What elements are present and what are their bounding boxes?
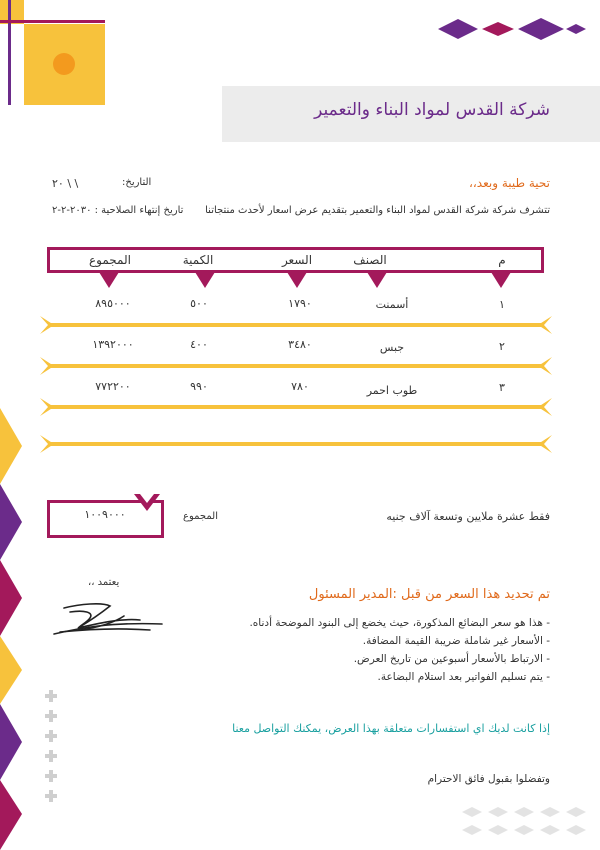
approved-label: يعتمد ،،: [88, 577, 120, 588]
company-name: شركة القدس لمواد البناء والتعمير: [314, 100, 550, 120]
table-cell-price: ١٧٩٠: [288, 297, 312, 310]
list-item: - هذا هو سعر البضائع المذكورة، حيث يخضع إلى البنود الموضحة أدناه.: [249, 617, 550, 629]
table-cell-item: طوب احمر: [366, 384, 418, 397]
contact-note: إذا كانت لديك اي استفسارات متعلقة بهذا العرض، يمكنك التواصل معنا: [232, 722, 550, 735]
total-value: ١٠٠٩٠٠٠: [84, 508, 126, 521]
column-header-price: السعر: [281, 253, 313, 267]
plus-icon: [42, 688, 60, 808]
table-cell-price: ٧٨٠: [291, 380, 309, 393]
total-label: المجموع: [183, 511, 218, 522]
table-cell-qty: ٤٠٠: [190, 338, 208, 351]
column-header-total: المجموع: [89, 253, 131, 267]
table-cell-total: ١٣٩٢٠٠٠: [92, 338, 134, 351]
column-header-index: م: [498, 253, 506, 267]
expiry-date: تاريخ إنتهاء الصلاحية : ٢٠٣٠-٢-٢: [52, 205, 184, 216]
list-item: - الارتباط بالأسعار أسبوعين من تاريخ العرض.: [353, 653, 550, 665]
date-label: التاريخ:: [122, 177, 152, 188]
table-cell-item: أسمنت: [375, 298, 409, 311]
list-item: - يتم تسليم الفواتير بعد استلام البضاعة.: [377, 671, 550, 683]
total-in-words: فقط عشرة ملايين وتسعة آلاف جنيه: [386, 510, 550, 523]
closing-line: وتفضلوا بقبول فائق الاحترام: [427, 773, 550, 785]
diamond-icon: [438, 15, 588, 43]
table-cell-qty: ٥٠٠: [190, 297, 208, 310]
greeting: تحية طيبة وبعد،،: [469, 176, 550, 190]
table-cell-qty: ٩٩٠: [190, 380, 208, 393]
column-header-qty: الكمية: [182, 253, 214, 267]
table-cell-total: ٧٧٢٢٠٠: [95, 380, 131, 393]
corner-decoration: [0, 0, 110, 110]
arrow-divider-icon: [40, 314, 552, 454]
table-cell-item: جبس: [379, 341, 405, 354]
terms-list: [210, 614, 550, 686]
list-item: - الأسعار غير شاملة ضريبة القيمة المضافة.: [362, 635, 550, 647]
signature: [50, 598, 165, 640]
table-cell-total: ٨٩٥٠٠٠: [95, 297, 131, 310]
triangle-marker-icon: [47, 272, 547, 292]
table-cell-index: ٢: [499, 340, 505, 353]
table-cell-index: ١: [499, 298, 505, 311]
table-cell-index: ٣: [499, 381, 505, 394]
manager-title: تم تحديد هذا السعر من قبل :المدير المسئول: [308, 587, 550, 602]
column-header-item: الصنف: [353, 253, 387, 267]
diamond-pattern-decoration: [462, 804, 592, 838]
side-chevrons-decoration: [0, 408, 26, 850]
intro-text: تتشرف شركة شركة القدس لمواد البناء والتعمير بتقديم عرض اسعار لأحدث منتجاتنا: [205, 205, 550, 216]
date-value: ٢٠ \ \: [52, 177, 79, 190]
table-cell-price: ٣٤٨٠: [288, 338, 312, 351]
